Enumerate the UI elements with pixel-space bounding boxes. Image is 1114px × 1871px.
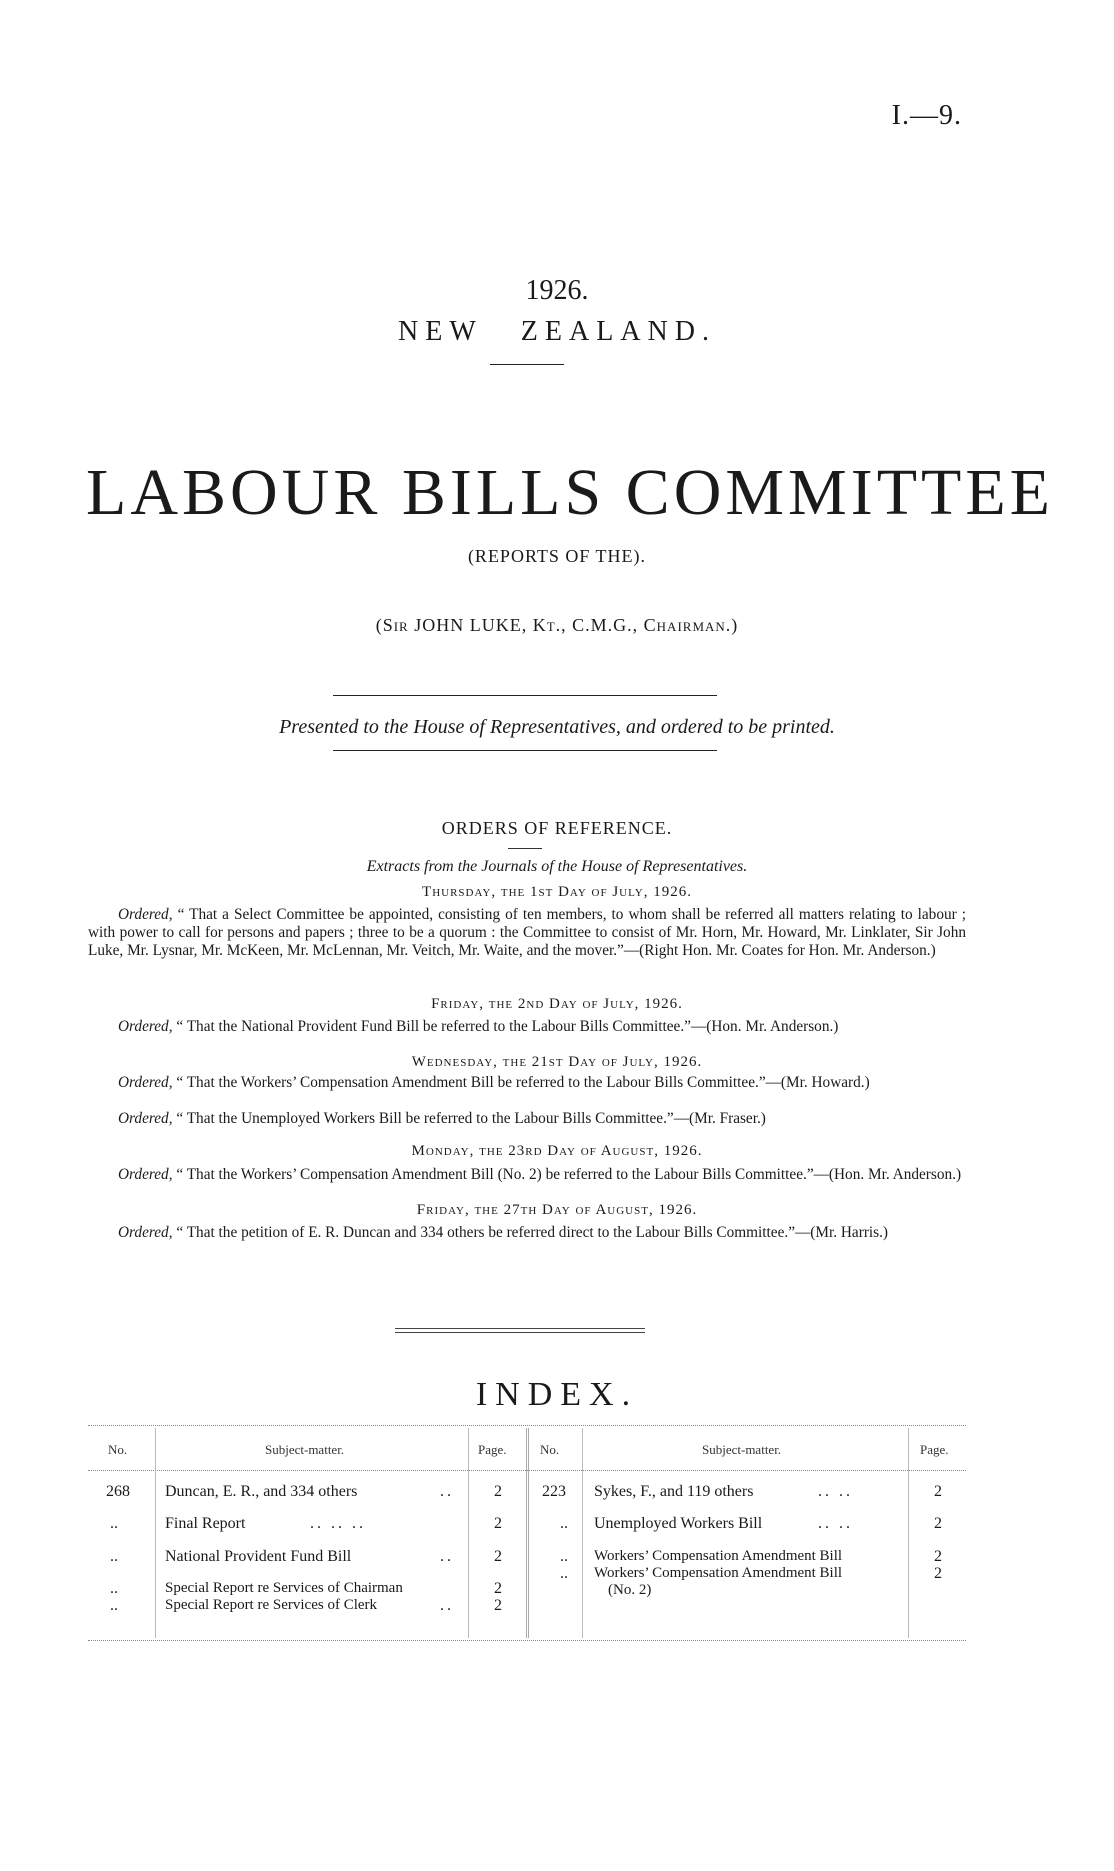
document-reference: I.—9. [891, 100, 962, 131]
index-leader: .. .. [818, 1515, 853, 1532]
index-page: 2 [934, 1483, 942, 1500]
ordered-label: Ordered, [118, 906, 173, 923]
order-paragraph [88, 906, 966, 960]
index-page: 2 [494, 1515, 502, 1532]
index-no: .. [110, 1580, 118, 1597]
order-date: Thursday, the 1st Day of July, 1926. [422, 884, 692, 900]
presented-line: Presented to the House of Representatives, and ordered to be printed. [279, 716, 835, 738]
index-subject: Duncan, E. R., and 334 others [165, 1483, 358, 1500]
order-text: “ That the Workers’ Compensation Amendment Bill be referred to the Labour Bills Committee.”—(Mr. Howard.) [176, 1074, 870, 1091]
order-text: “ That the Workers’ Compensation Amendment Bill (No. 2) be referred to the Labour Bills Committee.”—(Hon. Mr. Anderson.) [176, 1166, 962, 1183]
orders-title: ORDERS OF REFERENCE. [441, 818, 673, 838]
order-date: Monday, the 23rd Day of August, 1926. [411, 1143, 703, 1159]
index-subject: Workers’ Compensation Amendment Bill [594, 1565, 843, 1581]
index-no: 268 [106, 1483, 130, 1500]
index-title: INDEX. [475, 1376, 639, 1413]
order-date: Friday, the 2nd Day of July, 1926. [431, 996, 683, 1012]
order-text: “ That the Unemployed Workers Bill be referred to the Labour Bills Committee.”—(Mr. Fraser.) [176, 1110, 766, 1127]
index-col-divider [908, 1428, 909, 1638]
ordered-label: Ordered, [118, 1074, 173, 1091]
index-col-divider [155, 1428, 156, 1638]
presented-rule-bottom [333, 750, 717, 751]
index-no: .. [560, 1548, 568, 1565]
order-text: “ That the National Provident Fund Bill be referred to the Labour Bills Committee.”—(Hon. Mr. Anderson.) [176, 1018, 839, 1035]
order-date: Wednesday, the 21st Day of July, 1926. [411, 1054, 703, 1070]
index-no: .. [560, 1565, 568, 1582]
country-name [0, 316, 1114, 348]
orders-dash [508, 848, 542, 849]
order-paragraph [88, 1224, 966, 1242]
index-col-divider [468, 1428, 469, 1638]
index-leader: .. [440, 1548, 454, 1565]
index-rule-top [88, 1425, 966, 1426]
index-header-subject: Subject-matter. [702, 1442, 782, 1457]
index-no: .. [560, 1515, 568, 1532]
index-header-page: Page. [478, 1442, 507, 1457]
index-page: 2 [494, 1580, 502, 1597]
index-subject: Sykes, F., and 119 others [594, 1483, 754, 1500]
index-page: 2 [494, 1597, 502, 1614]
page-subtitle: (REPORTS OF THE). [467, 546, 647, 566]
index-no: .. [110, 1597, 118, 1614]
ordered-label: Ordered, [118, 1110, 173, 1127]
year: 1926. [525, 275, 589, 306]
index-rule-bottom [88, 1640, 966, 1641]
index-header-no: No. [540, 1442, 560, 1457]
ordered-label: Ordered, [118, 1224, 173, 1241]
title-rule [490, 364, 564, 365]
index-page: 2 [494, 1548, 502, 1565]
index-no: .. [110, 1548, 118, 1565]
index-page: 2 [934, 1515, 942, 1532]
index-leader: .. .. .. [310, 1515, 366, 1532]
index-no: 223 [542, 1483, 566, 1500]
order-text: “ That the petition of E. R. Duncan and 334 others be referred direct to the Labour Bills Committee.”—(Mr. Harris.) [176, 1224, 889, 1241]
ordered-label: Ordered, [118, 1018, 173, 1035]
index-page: 2 [934, 1565, 942, 1582]
order-paragraph [88, 1166, 966, 1184]
order-paragraph [88, 1110, 966, 1128]
index-col-divider [582, 1428, 583, 1638]
index-subject: Workers’ Compensation Amendment Bill [594, 1548, 843, 1564]
index-subject: Unemployed Workers Bill [594, 1515, 763, 1532]
ordered-label: Ordered, [118, 1166, 173, 1183]
chairman-line: (Sir JOHN LUKE, Kt., C.M.G., Chairman.) [375, 615, 739, 635]
index-subject: National Provident Fund Bill [165, 1548, 352, 1565]
index-subject: Special Report re Services of Chairman [165, 1580, 403, 1596]
index-no: .. [110, 1515, 118, 1532]
index-header-subject: Subject-matter. [265, 1442, 345, 1457]
index-page: 2 [494, 1483, 502, 1500]
presented-rule-top [333, 695, 717, 696]
index-subject: Final Report [165, 1515, 246, 1532]
index-subject: (No. 2) [608, 1582, 652, 1598]
section-divider [395, 1328, 645, 1333]
index-header-page: Page. [920, 1442, 949, 1457]
index-header-no: No. [108, 1442, 128, 1457]
index-col-divider [526, 1428, 529, 1638]
order-text: “ That a Select Committee be appointed, consisting of ten members, to whom shall be referred all matters relating to labour ; with power to call for persons and papers ; three to be a quorum : the Committee to consist of Mr. Horn, Mr. Howard, Mr. Linklater, Sir John Luke, Mr. Lysnar, Mr. McKeen, Mr. McLennan, Mr. Veitch, Mr. Waite, and the mover.”—(Right Hon. Mr. Coates for Hon. Mr. Anderson.) [88, 906, 966, 959]
extracts-line: Extracts from the Journals of the House of Representatives. [366, 858, 748, 875]
index-leader: .. [440, 1483, 454, 1500]
country-word-2: ZEALAND. [520, 316, 716, 347]
index-leader: .. .. [818, 1483, 853, 1500]
order-paragraph [88, 1018, 966, 1036]
index-leader: .. [440, 1597, 454, 1614]
index-subject: Special Report re Services of Clerk [165, 1597, 378, 1613]
order-paragraph [88, 1074, 966, 1092]
index-page: 2 [934, 1548, 942, 1565]
page-title: LABOUR BILLS COMMITTEE [86, 456, 1054, 529]
order-date: Friday, the 27th Day of August, 1926. [416, 1202, 698, 1218]
country-word-1: NEW [398, 316, 483, 347]
